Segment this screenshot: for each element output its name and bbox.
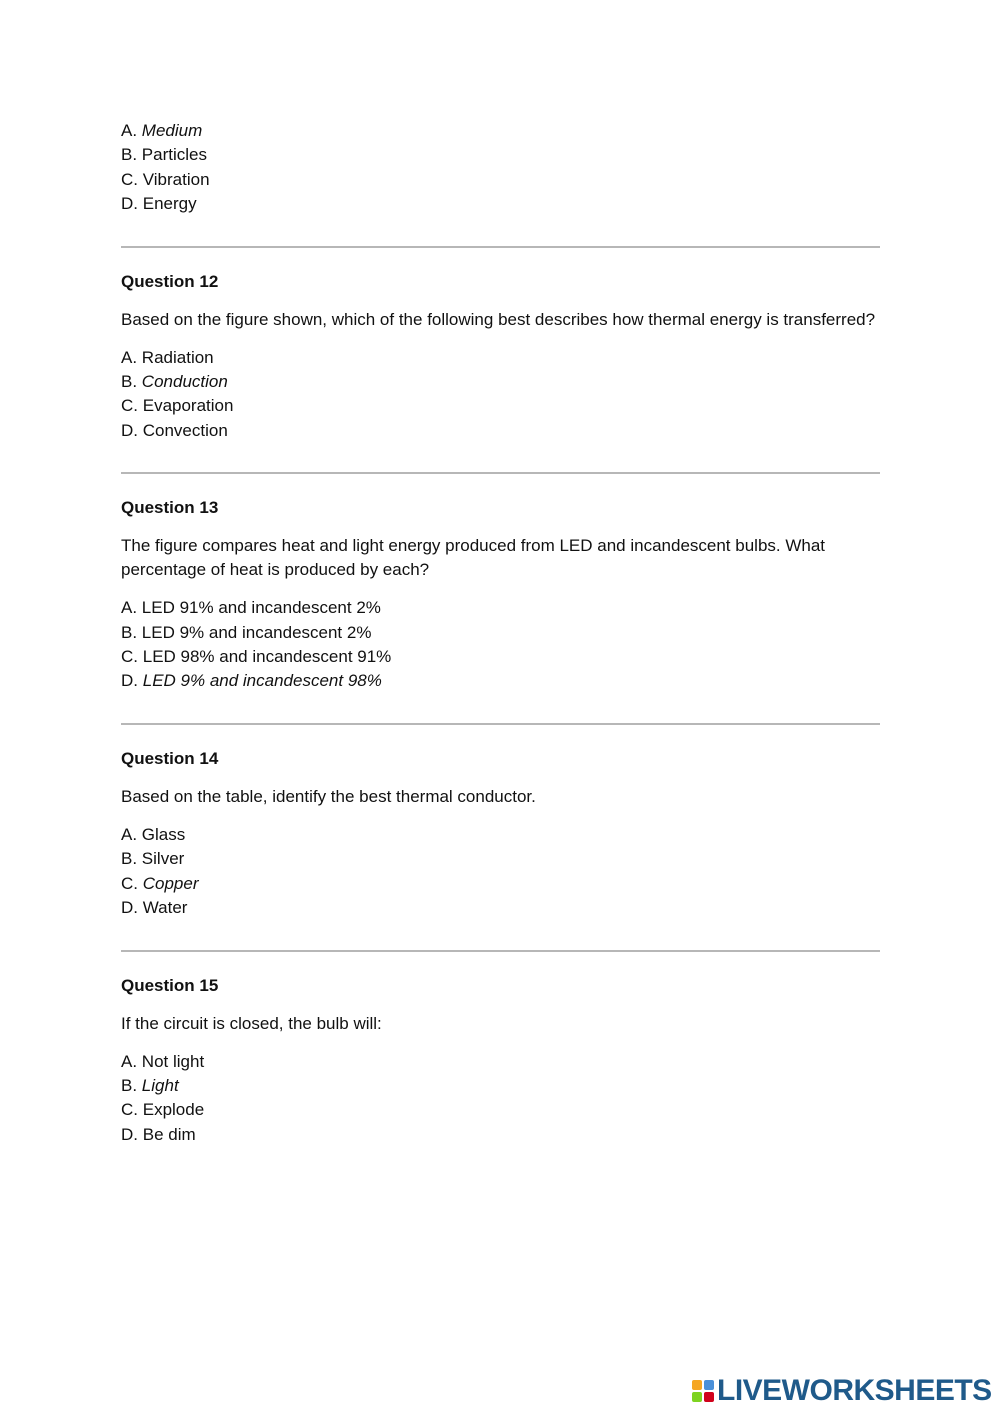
previous-question-options <box>121 119 880 217</box>
question-options <box>121 346 880 444</box>
option-letter: A. <box>121 824 138 844</box>
option-c[interactable] <box>121 394 880 418</box>
option-text: Vibration <box>142 169 210 189</box>
logo-squares-icon <box>692 1380 714 1402</box>
question-text: Based on the figure shown, which of the following best describes how thermal energy is transferred? <box>121 309 876 329</box>
option-c[interactable] <box>121 645 880 669</box>
option-letter: D. <box>121 1124 138 1144</box>
option-c[interactable] <box>121 1098 880 1122</box>
option-letter: A. <box>121 347 138 367</box>
option-b[interactable] <box>121 621 880 645</box>
option-letter: A. <box>121 1051 138 1071</box>
option-d[interactable] <box>121 896 880 920</box>
option-letter: C. <box>121 873 138 893</box>
option-letter: B. <box>121 622 138 642</box>
question-options <box>121 1050 880 1148</box>
option-letter: B. <box>121 372 138 392</box>
option-a[interactable] <box>121 1050 880 1074</box>
option-text: Radiation <box>141 347 214 367</box>
option-letter: D. <box>121 898 138 918</box>
logo-square <box>704 1392 714 1402</box>
option-text: Evaporation <box>142 396 234 416</box>
option-text: Explode <box>142 1100 205 1120</box>
logo-text: LIVEWORKSHEETS <box>717 1374 992 1407</box>
option-text: Energy <box>142 194 197 214</box>
option-letter: A. <box>121 121 138 140</box>
option-text: Copper <box>142 873 199 893</box>
option-d[interactable] <box>121 1123 880 1147</box>
question-options <box>121 823 880 921</box>
option-letter: A. <box>121 598 138 618</box>
option-a[interactable] <box>121 346 880 370</box>
option-text: Convection <box>142 420 228 440</box>
option-a[interactable] <box>121 119 880 143</box>
option-text: Medium <box>141 121 203 140</box>
question-title: Question 14 <box>121 748 219 768</box>
option-b[interactable] <box>121 370 880 394</box>
option-text: LED 98% and incandescent 91% <box>142 647 392 667</box>
question-title: Question 12 <box>121 271 219 291</box>
option-letter: B. <box>121 145 138 165</box>
question-title: Question 13 <box>121 498 219 518</box>
option-letter: C. <box>121 1100 138 1120</box>
question-text: If the circuit is closed, the bulb will: <box>121 1013 382 1033</box>
option-letter: D. <box>121 194 138 214</box>
option-a[interactable] <box>121 823 880 847</box>
option-d[interactable] <box>121 669 880 693</box>
liveworksheets-logo[interactable] <box>692 1374 992 1408</box>
option-letter: C. <box>121 169 138 189</box>
option-c[interactable] <box>121 872 880 896</box>
question-12 <box>121 248 880 444</box>
option-letter: B. <box>121 1075 138 1095</box>
option-text: Particles <box>141 145 207 165</box>
option-letter: C. <box>121 396 138 416</box>
option-letter: B. <box>121 849 138 869</box>
question-text: The figure compares heat and light energy produced from LED and incandescent bulbs. What percentage of heat is produced by each? <box>121 536 826 580</box>
option-text: Glass <box>141 824 186 844</box>
option-b[interactable] <box>121 847 880 871</box>
question-text: Based on the table, identify the best thermal conductor. <box>121 786 536 806</box>
option-text: Water <box>142 898 188 918</box>
option-letter: D. <box>121 420 138 440</box>
option-text: Light <box>141 1075 179 1095</box>
option-d[interactable] <box>121 192 880 216</box>
logo-square <box>704 1380 714 1390</box>
option-text: LED 9% and incandescent 98% <box>142 671 382 691</box>
logo-square <box>692 1380 702 1390</box>
option-d[interactable] <box>121 419 880 443</box>
question-13 <box>121 474 880 694</box>
option-text: Be dim <box>142 1124 196 1144</box>
question-14 <box>121 725 880 921</box>
option-text: LED 91% and incandescent 2% <box>141 598 381 618</box>
option-c[interactable] <box>121 168 880 192</box>
option-letter: C. <box>121 647 138 667</box>
option-a[interactable] <box>121 596 880 620</box>
question-options <box>121 596 880 694</box>
question-15 <box>121 952 880 1148</box>
option-letter: D. <box>121 671 138 691</box>
question-title: Question 15 <box>121 975 219 995</box>
option-b[interactable] <box>121 143 880 167</box>
option-b[interactable] <box>121 1074 880 1098</box>
option-text: Conduction <box>141 372 228 392</box>
option-text: Silver <box>141 849 185 869</box>
option-text: Not light <box>141 1051 205 1071</box>
option-text: LED 9% and incandescent 2% <box>141 622 372 642</box>
logo-square <box>692 1392 702 1402</box>
worksheet-page <box>121 119 880 1147</box>
